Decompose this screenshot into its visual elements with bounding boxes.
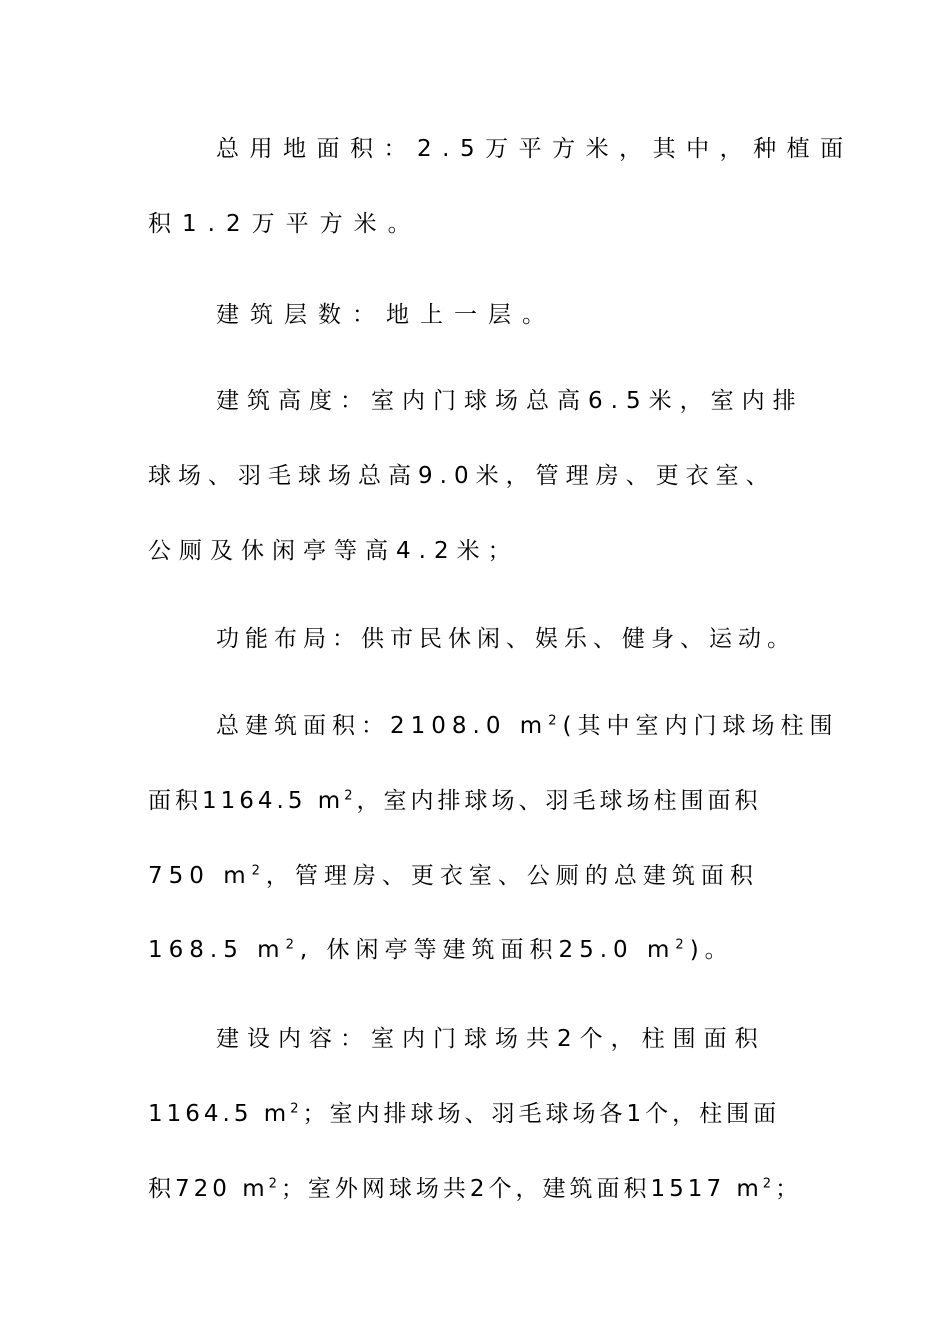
paragraph-total-area-line-1	[216, 706, 856, 746]
text-line: 公厕及休闲亭等高4.2米；	[148, 538, 519, 564]
text-line: 建筑层数：地上一层。	[216, 302, 556, 328]
paragraph-total-area-line-3	[148, 856, 848, 896]
paragraph-construction-line-3	[148, 1169, 848, 1209]
text-line: 积1.2万平方米。	[148, 211, 422, 237]
paragraph-height-line-1	[216, 381, 856, 421]
text-line: 面积1164.5 $m^2$，室内排球场、羽毛球场柱围面积	[148, 788, 762, 814]
text-line: 168.5 $m^2$, 休闲亭等建筑面积25.0 $m^2$)。	[148, 937, 734, 963]
paragraph-land-area-line-2	[148, 204, 848, 244]
text-line: 积720 $m^2$；室外网球场共2个，建筑面积1517 $m^2$；	[148, 1176, 803, 1202]
paragraph-height-line-2	[148, 456, 848, 496]
text-line: 1164.5 $m^2$；室内排球场、羽毛球场各1个，柱围面	[148, 1101, 781, 1127]
text-line: 功能布局：供市民休闲、娱乐、健身、运动。	[216, 626, 796, 652]
paragraph-function-layout	[216, 619, 856, 659]
text-line: 750 $m^2$，管理房、更衣室、公厕的总建筑面积	[148, 863, 759, 889]
paragraph-floors	[216, 295, 856, 335]
text-line: 建筑高度：室内门球场总高6.5米，室内排	[216, 388, 804, 414]
paragraph-total-area-line-2	[148, 781, 848, 821]
text-line: 总建筑面积：2108.0 $m^2$(其中室内门球场柱围	[216, 713, 839, 739]
text-line: 球场、羽毛球场总高9.0米，管理房、更衣室、	[148, 463, 776, 489]
paragraph-total-area-line-4	[148, 930, 848, 970]
paragraph-height-line-3	[148, 531, 848, 571]
text-line: 总用地面积：2.5万平方米，其中，种植面	[216, 136, 854, 162]
text-line: 建设内容：室内门球场共2个，柱围面积	[216, 1026, 766, 1052]
paragraph-construction-line-1	[216, 1019, 856, 1059]
paragraph-land-area-line-1	[216, 129, 856, 169]
paragraph-construction-line-2	[148, 1094, 848, 1134]
